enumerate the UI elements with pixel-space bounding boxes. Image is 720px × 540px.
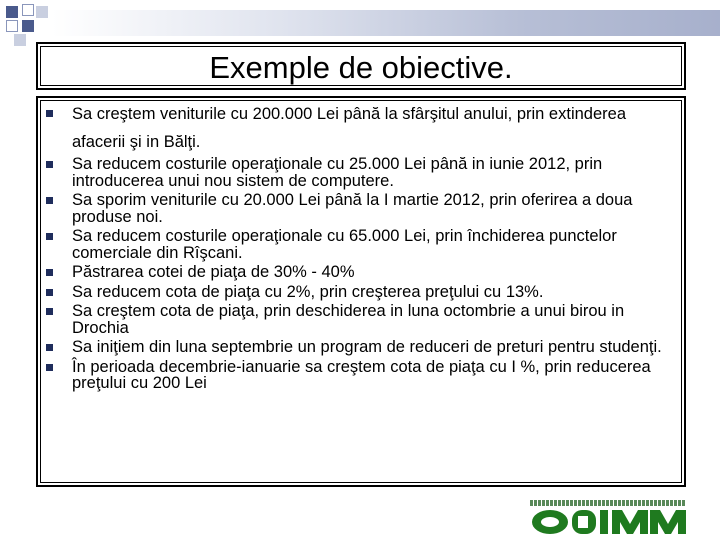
bullet-list: [46, 100, 676, 395]
header-band: [52, 10, 720, 36]
list-item-text: Sa sporim veniturile cu 20.000 Lei până la I martie 2012, prin oferirea a doua produse noi.: [72, 191, 633, 226]
decor-square: [22, 20, 34, 32]
odimm-logo: [530, 500, 686, 538]
list-item-text: Sa creştem veniturile cu 200.000 Lei până la sfârşitul anului, prin extinderea afacerii şi in Bălţi.: [72, 105, 626, 151]
list-item: [46, 192, 676, 225]
slide-title: Exemple de obiective.: [209, 50, 513, 85]
square-bullet-icon: [46, 233, 53, 240]
square-bullet-icon: [46, 110, 53, 117]
decor-square: [6, 6, 18, 18]
decor-square: [6, 20, 18, 32]
list-item: [46, 156, 676, 189]
list-item-text: Sa reducem costurile operaţionale cu 65.000 Lei, prin închiderea punctelor comerciale din Rîşcani.: [72, 227, 617, 262]
square-bullet-icon: [46, 289, 53, 296]
list-item-text: Păstrarea cotei de piaţa de 30% - 40%: [72, 263, 355, 281]
list-item-text: Sa reducem costurile operaţionale cu 25.000 Lei până in iunie 2012, prin introducerea unui nou sistem de computere.: [72, 155, 603, 190]
square-bullet-icon: [46, 344, 53, 351]
list-item: [46, 303, 676, 336]
logo-wordmark-icon: [530, 506, 686, 538]
list-item: [46, 359, 676, 392]
square-bullet-icon: [46, 197, 53, 204]
list-item-text: În perioada decembrie-ianuarie sa creştem cota de piaţa cu I %, prin reducerea preţului cu 200 Lei: [72, 357, 651, 392]
list-item: [46, 284, 676, 301]
list-item-text: Sa reducem cota de piaţa cu 2%, prin creşterea preţului cu 13%.: [72, 282, 544, 301]
decor-square: [22, 4, 34, 16]
square-bullet-icon: [46, 364, 53, 371]
square-bullet-icon: [46, 269, 53, 276]
square-bullet-icon: [46, 161, 53, 168]
list-item-text: Sa creştem cota de piaţa, prin deschiderea in luna octombrie a unui birou in Drochia: [72, 302, 625, 337]
square-bullet-icon: [46, 308, 53, 315]
list-item: [46, 228, 676, 261]
list-item-text: Sa iniţiem din luna septembrie un program de reduceri de preturi pentru studenţi.: [72, 338, 662, 356]
title-frame: [36, 42, 686, 90]
list-item: [46, 100, 676, 156]
decor-square: [14, 34, 26, 46]
decor-square: [36, 6, 48, 18]
list-item: [46, 339, 676, 356]
list-item: [46, 264, 676, 281]
